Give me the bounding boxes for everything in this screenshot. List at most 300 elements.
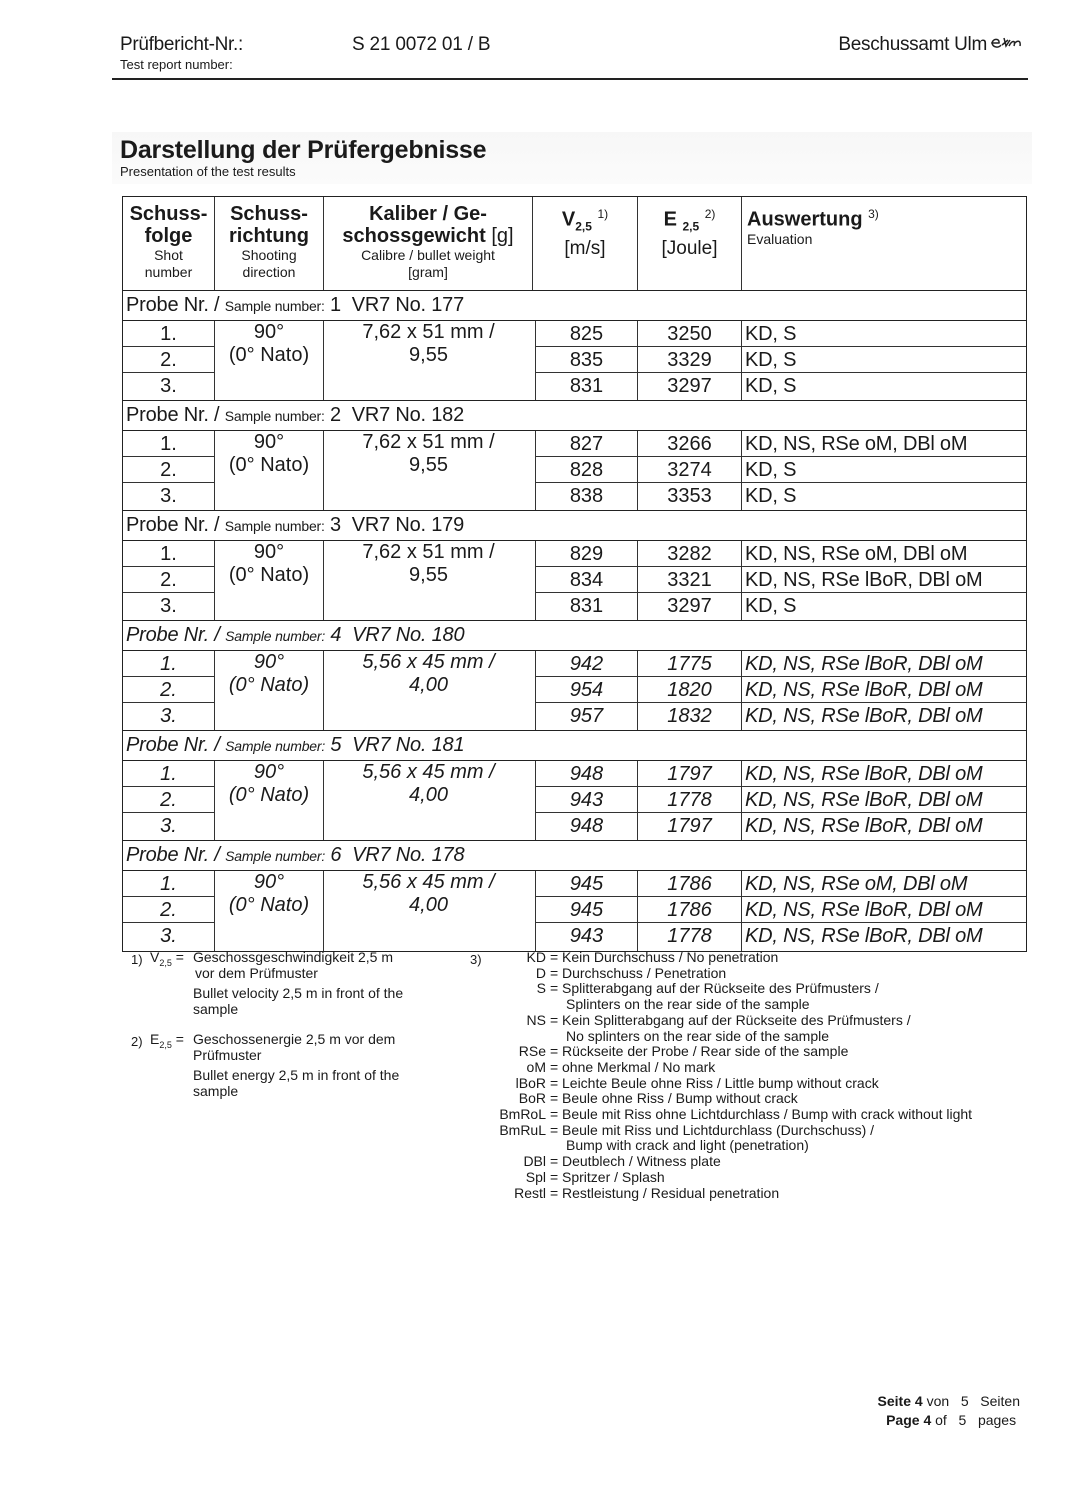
direction-angle: 90° bbox=[253, 431, 285, 453]
shot-results bbox=[536, 431, 1026, 510]
table-row bbox=[536, 483, 1026, 510]
direction-angle: 90° bbox=[253, 321, 285, 343]
direction-nato: (0° Nato) bbox=[228, 674, 310, 696]
footnote-text-de: Geschossgeschwindigkeit 2,5 m bbox=[193, 949, 393, 965]
sample-number: 3 bbox=[330, 514, 341, 536]
velocity-value: 827 bbox=[536, 431, 638, 456]
shooting-direction-cell bbox=[215, 761, 324, 840]
energy-value: 1778 bbox=[638, 923, 742, 951]
evaluation-value: KD, S bbox=[745, 595, 797, 617]
header-text: Schuss- bbox=[230, 203, 308, 225]
legend-item bbox=[470, 966, 1030, 982]
legend-equals: = bbox=[550, 1184, 559, 1201]
legend-equals: = bbox=[550, 1043, 559, 1060]
legend-item bbox=[470, 981, 1030, 997]
table-row bbox=[536, 541, 1026, 567]
header-text-en: Shot bbox=[154, 247, 183, 263]
probe-label: Probe Nr. / bbox=[126, 514, 220, 536]
velocity-value: 834 bbox=[536, 567, 638, 592]
calibre: 5,56 x 45 mm / bbox=[362, 761, 495, 783]
header-text: Kaliber / Ge- bbox=[369, 203, 487, 225]
shot-number-column bbox=[123, 431, 215, 510]
legend-equals: = bbox=[550, 1011, 559, 1028]
sample-group bbox=[123, 321, 1026, 401]
velocity-value: 943 bbox=[536, 923, 638, 951]
legend-text-continued: No splinters on the rear side of the sample bbox=[566, 1027, 830, 1044]
legend-equals: = bbox=[550, 980, 559, 997]
sample-header-row bbox=[123, 511, 1026, 541]
page-current: 4 bbox=[923, 1412, 932, 1428]
header-text-en: Evaluation bbox=[747, 230, 813, 247]
legend-text: Restleistung / Residual penetration bbox=[562, 1184, 780, 1201]
evaluation-value: KD, NS, RSe lBoR, DBl oM bbox=[745, 569, 983, 591]
page-word: Page bbox=[886, 1412, 920, 1428]
page-indicator-en bbox=[850, 1411, 1020, 1430]
footnote-1-number: 1) bbox=[131, 952, 143, 967]
bullet-weight: 4,00 bbox=[409, 784, 448, 806]
table-row bbox=[536, 787, 1026, 813]
abbreviation-legend bbox=[470, 950, 1030, 1201]
velocity-value: 825 bbox=[536, 321, 638, 346]
shot-number-column bbox=[123, 651, 215, 730]
energy-value: 1786 bbox=[638, 871, 742, 896]
table-row bbox=[536, 761, 1026, 787]
shot-number: 2. bbox=[123, 787, 214, 813]
table-row bbox=[536, 567, 1026, 593]
calibre: 5,56 x 45 mm / bbox=[362, 871, 495, 893]
calibre: 5,56 x 45 mm / bbox=[362, 651, 495, 673]
report-header bbox=[120, 34, 1028, 80]
evaluation-value: KD, NS, RSe lBoR, DBl oM bbox=[745, 653, 983, 675]
legend-text: Kein Splitterabgang auf der Rückseite des Prüfmusters / bbox=[562, 1011, 911, 1028]
signature-initials-icon bbox=[990, 34, 1024, 56]
sample-number: 2 bbox=[330, 404, 341, 426]
bullet-weight: 4,00 bbox=[409, 674, 448, 696]
shot-number: 1. bbox=[123, 871, 214, 897]
energy-value: 3250 bbox=[638, 321, 742, 346]
equals: = bbox=[175, 1031, 184, 1047]
col-shot-number bbox=[123, 197, 215, 290]
bullet-weight: 9,55 bbox=[409, 344, 448, 366]
probe-label: Probe Nr. / bbox=[126, 844, 220, 866]
sample-header-row bbox=[123, 401, 1026, 431]
shooting-direction-cell bbox=[215, 871, 324, 951]
table-row bbox=[536, 593, 1026, 620]
sample-id: VR7 No. 177 bbox=[351, 294, 465, 316]
legend-text: Beule mit Riss ohne Lichtdurchlass / Bump with crack without light bbox=[562, 1106, 973, 1123]
direction-nato: (0° Nato) bbox=[228, 344, 310, 366]
sample-header-row bbox=[123, 621, 1026, 651]
sample-number: 5 bbox=[330, 734, 342, 756]
energy-value: 3329 bbox=[638, 347, 742, 372]
legend-equals: = bbox=[550, 1090, 559, 1107]
shot-number: 1. bbox=[123, 321, 214, 347]
header-unit: [m/s] bbox=[564, 237, 606, 259]
velocity-value: 957 bbox=[536, 703, 638, 730]
page-indicator-de bbox=[850, 1392, 1020, 1411]
shot-number: 3. bbox=[160, 925, 177, 947]
shot-number: 2. bbox=[123, 567, 214, 593]
probe-label-en: Sample number: bbox=[225, 628, 326, 644]
table-row bbox=[536, 813, 1026, 840]
legend-item bbox=[470, 1044, 1030, 1060]
equals: = bbox=[175, 949, 184, 965]
legend-text: Beule mit Riss und Lichtdurchlass (Durchschuss) / bbox=[562, 1121, 875, 1138]
legend-text-continued: Bump with crack and light (penetration) bbox=[566, 1137, 809, 1154]
legend-abbreviation: oM bbox=[526, 1058, 546, 1075]
calibre: 7,62 x 51 mm / bbox=[362, 431, 495, 453]
page-title: Darstellung der Prüfergebnisse bbox=[120, 136, 487, 164]
legend-item bbox=[470, 1060, 1030, 1076]
calibre-cell bbox=[324, 761, 533, 840]
legend-text: Leichte Beule ohne Riss / Little bump without crack bbox=[562, 1074, 879, 1091]
shot-number: 2. bbox=[123, 677, 214, 703]
shot-number: 3. bbox=[160, 815, 177, 837]
legend-text: Rückseite der Probe / Rear side of the sample bbox=[562, 1043, 849, 1060]
sample-group bbox=[123, 541, 1026, 621]
page-indicator bbox=[850, 1392, 1020, 1430]
shooting-direction-cell bbox=[215, 321, 324, 400]
report-number-label: Prüfbericht-Nr.: bbox=[120, 34, 243, 55]
legend-abbreviation: Spl bbox=[525, 1168, 546, 1185]
sample-group bbox=[123, 651, 1026, 731]
table-row bbox=[536, 677, 1026, 703]
probe-label-en: Sample number: bbox=[225, 848, 326, 864]
header-text-en: Calibre / bullet weight bbox=[361, 247, 495, 263]
calibre-cell bbox=[324, 541, 533, 620]
legend-equals: = bbox=[550, 1168, 559, 1185]
legend-equals: = bbox=[550, 949, 559, 965]
header-divider bbox=[112, 78, 1028, 80]
velocity-value: 831 bbox=[536, 593, 638, 620]
probe-label: Probe Nr. / bbox=[126, 294, 220, 316]
probe-label-en: Sample number: bbox=[224, 298, 325, 314]
page-current: 4 bbox=[914, 1393, 923, 1409]
energy-value: 3321 bbox=[638, 567, 742, 592]
velocity-value: 943 bbox=[536, 787, 638, 812]
calibre-cell bbox=[324, 651, 533, 730]
shooting-direction-cell bbox=[215, 541, 324, 620]
header-text-en: direction bbox=[242, 264, 296, 280]
shot-number: 3. bbox=[160, 485, 177, 507]
legend-item bbox=[470, 950, 1030, 966]
legend-text-continued: Splinters on the rear side of the sample bbox=[566, 996, 810, 1013]
evaluation-value: KD, S bbox=[745, 323, 797, 345]
sample-id: VR7 No. 178 bbox=[352, 844, 465, 866]
header-text-en: Shooting bbox=[241, 247, 297, 263]
velocity-subscript: 2,5 bbox=[575, 219, 592, 234]
energy-symbol: E bbox=[663, 208, 677, 231]
footnote-1-symbol bbox=[150, 950, 184, 971]
shot-number: 2. bbox=[123, 457, 214, 483]
col-energy bbox=[638, 197, 742, 290]
evaluation-value: KD, S bbox=[745, 375, 797, 397]
legend-equals: = bbox=[550, 1058, 559, 1075]
evaluation-value: KD, NS, RSe lBoR, DBl oM bbox=[745, 789, 983, 811]
legend-text: Beule ohne Riss / Bump without crack bbox=[562, 1090, 798, 1107]
header-text-en: [gram] bbox=[408, 264, 448, 280]
table-row bbox=[536, 871, 1026, 897]
legend-item bbox=[470, 1107, 1030, 1123]
legend-abbreviation: BmRuL bbox=[499, 1121, 546, 1138]
header-text bbox=[533, 203, 637, 238]
energy-value: 1797 bbox=[638, 813, 742, 840]
legend-equals: = bbox=[550, 1121, 559, 1138]
sample-group bbox=[123, 871, 1026, 951]
shot-number-column bbox=[123, 761, 215, 840]
footnote-ref: 1) bbox=[597, 207, 609, 221]
bullet-weight: 4,00 bbox=[409, 894, 448, 916]
legend-text: Durchschuss / Penetration bbox=[562, 964, 727, 981]
sample-group bbox=[123, 761, 1026, 841]
energy-value: 3297 bbox=[638, 593, 742, 620]
page-total: 5 bbox=[960, 1393, 969, 1409]
calibre-cell bbox=[324, 871, 533, 951]
calibre: 7,62 x 51 mm / bbox=[362, 541, 495, 563]
header-text bbox=[324, 225, 532, 247]
page-of: von bbox=[926, 1393, 950, 1409]
evaluation-value: KD, S bbox=[745, 485, 797, 507]
energy-value: 3297 bbox=[638, 373, 742, 400]
energy-value: 1775 bbox=[638, 651, 742, 676]
sample-header-row bbox=[123, 291, 1026, 321]
footnote-ref: 2) bbox=[704, 207, 716, 221]
velocity-value: 945 bbox=[536, 871, 638, 896]
evaluation-value: KD, NS, RSe oM, DBl oM bbox=[745, 543, 968, 565]
table-row bbox=[536, 347, 1026, 373]
direction-nato: (0° Nato) bbox=[228, 564, 310, 586]
table-row bbox=[536, 923, 1026, 951]
velocity-value: 948 bbox=[536, 761, 638, 786]
evaluation-value: KD, S bbox=[745, 349, 797, 371]
subscript: 2,5 bbox=[159, 957, 172, 968]
page-unit: Seiten bbox=[980, 1393, 1020, 1409]
sample-number: 1 bbox=[330, 294, 341, 316]
footnote-ref: 3) bbox=[868, 207, 879, 221]
evaluation-value: KD, NS, RSe oM, DBl oM bbox=[745, 433, 968, 455]
sample-header-row bbox=[123, 731, 1026, 761]
footnote-text-en: Bullet energy 2,5 m in front of the bbox=[193, 1067, 400, 1083]
legend-item bbox=[470, 1076, 1030, 1092]
sample-number: 4 bbox=[330, 624, 342, 646]
footnote-text-de: Prüfmuster bbox=[193, 1046, 262, 1063]
legend-abbreviation: DBl bbox=[523, 1153, 546, 1170]
table-row bbox=[536, 457, 1026, 483]
velocity-value: 948 bbox=[536, 813, 638, 840]
table-row bbox=[536, 897, 1026, 923]
sample-header-row bbox=[123, 841, 1026, 871]
header-text: schossgewicht bbox=[342, 225, 486, 247]
velocity-symbol: V bbox=[561, 208, 576, 231]
energy-value: 1778 bbox=[638, 787, 742, 812]
header-text bbox=[747, 203, 1026, 231]
header-text bbox=[638, 203, 741, 238]
legend-text: Splitterabgang auf der Rückseite des Prüfmusters / bbox=[562, 980, 879, 997]
shooting-direction-cell bbox=[215, 431, 324, 510]
shot-results bbox=[536, 761, 1026, 840]
velocity-value: 954 bbox=[536, 677, 638, 702]
legend-abbreviation: RSe bbox=[518, 1043, 546, 1060]
direction-nato: (0° Nato) bbox=[228, 454, 310, 476]
sample-id: VR7 No. 182 bbox=[351, 404, 465, 426]
velocity-value: 942 bbox=[536, 651, 638, 676]
header-text-en: number bbox=[144, 264, 193, 280]
footnote-3-number: 3) bbox=[470, 952, 482, 967]
evaluation-value: KD, NS, RSe lBoR, DBl oM bbox=[745, 763, 983, 785]
legend-abbreviation: lBoR bbox=[515, 1074, 546, 1091]
evaluation-value: KD, NS, RSe lBoR, DBl oM bbox=[745, 705, 983, 727]
legend-text: Spritzer / Splash bbox=[562, 1168, 665, 1185]
energy-subscript: 2,5 bbox=[682, 219, 700, 234]
evaluation-value: KD, NS, RSe lBoR, DBl oM bbox=[745, 679, 983, 701]
shot-number: 1. bbox=[123, 651, 214, 677]
footnote-text-de: vor dem Prüfmuster bbox=[195, 964, 318, 981]
shot-results bbox=[536, 871, 1026, 951]
header-text: Auswertung bbox=[747, 208, 863, 231]
col-calibre bbox=[324, 197, 533, 290]
bullet-weight: 9,55 bbox=[409, 454, 448, 476]
legend-abbreviation: D bbox=[535, 964, 546, 981]
shot-number: 1. bbox=[123, 541, 214, 567]
energy-value: 1832 bbox=[638, 703, 742, 730]
energy-value: 1797 bbox=[638, 761, 742, 786]
legend-text: ohne Merkmal / No mark bbox=[562, 1058, 716, 1075]
shot-results bbox=[536, 651, 1026, 730]
footnote-2-number: 2) bbox=[131, 1034, 143, 1049]
direction-angle: 90° bbox=[253, 541, 285, 563]
shot-number-column bbox=[123, 321, 215, 400]
table-row bbox=[536, 373, 1026, 400]
evaluation-value: KD, NS, RSe lBoR, DBl oM bbox=[745, 899, 983, 921]
subscript: 2,5 bbox=[159, 1039, 172, 1050]
col-shooting-direction bbox=[215, 197, 324, 290]
bullet-weight: 9,55 bbox=[409, 564, 448, 586]
probe-label-en: Sample number: bbox=[225, 738, 326, 754]
evaluation-value: KD, NS, RSe lBoR, DBl oM bbox=[745, 815, 983, 837]
page-subtitle: Presentation of the test results bbox=[120, 164, 296, 179]
page-total: 5 bbox=[958, 1412, 967, 1428]
header-unit: [Joule] bbox=[661, 237, 718, 259]
legend-equals: = bbox=[550, 964, 559, 981]
shot-number: 1. bbox=[123, 761, 214, 787]
energy-value: 3353 bbox=[638, 483, 742, 510]
velocity-value: 828 bbox=[536, 457, 638, 482]
probe-label: Probe Nr. / bbox=[126, 734, 220, 756]
header-text: folge bbox=[144, 225, 193, 247]
legend-equals: = bbox=[550, 1106, 559, 1123]
velocity-value: 831 bbox=[536, 373, 638, 400]
legend-item bbox=[470, 1170, 1030, 1186]
legend-item bbox=[470, 1013, 1030, 1029]
probe-label: Probe Nr. / bbox=[126, 624, 220, 646]
sample-id: VR7 No. 179 bbox=[351, 514, 465, 536]
probe-label-en: Sample number: bbox=[224, 408, 325, 424]
direction-nato: (0° Nato) bbox=[228, 894, 310, 916]
shot-number-column bbox=[123, 541, 215, 620]
sample-number: 6 bbox=[330, 844, 342, 866]
direction-angle: 90° bbox=[253, 761, 285, 783]
probe-label-en: Sample number: bbox=[224, 518, 325, 534]
legend-abbreviation: Restl bbox=[514, 1184, 546, 1201]
direction-angle: 90° bbox=[253, 871, 285, 893]
sample-group bbox=[123, 431, 1026, 511]
footnote-text-en: sample bbox=[193, 1082, 239, 1099]
evaluation-value: KD, S bbox=[745, 459, 797, 481]
header-unit: [g] bbox=[491, 225, 514, 247]
calibre: 7,62 x 51 mm / bbox=[362, 321, 495, 343]
footnote-text-en: Bullet velocity 2,5 m in front of the bbox=[193, 985, 404, 1001]
col-evaluation bbox=[742, 197, 1026, 290]
calibre-cell bbox=[324, 321, 533, 400]
shot-results bbox=[536, 541, 1026, 620]
table-row bbox=[536, 651, 1026, 677]
legend-item bbox=[470, 1123, 1030, 1139]
footnote-text-de: Geschossenergie 2,5 m vor dem bbox=[193, 1031, 396, 1047]
symbol: E bbox=[150, 1031, 160, 1047]
shot-number: 1. bbox=[123, 431, 214, 457]
energy-value: 3274 bbox=[638, 457, 742, 482]
velocity-value: 838 bbox=[536, 483, 638, 510]
sample-id: VR7 No. 180 bbox=[352, 624, 465, 646]
calibre-cell bbox=[324, 431, 533, 510]
direction-nato: (0° Nato) bbox=[228, 784, 310, 806]
energy-value: 3282 bbox=[638, 541, 742, 566]
footnote-2-text bbox=[193, 1032, 399, 1099]
legend-item bbox=[470, 1186, 1030, 1202]
report-number-label-en: Test report number: bbox=[120, 57, 233, 72]
evaluation-value: KD, NS, RSe oM, DBl oM bbox=[745, 873, 968, 895]
legend-item bbox=[470, 1091, 1030, 1107]
legend-abbreviation: NS bbox=[526, 1011, 546, 1028]
table-row bbox=[536, 321, 1026, 347]
table-body bbox=[123, 291, 1026, 951]
symbol: V bbox=[150, 949, 160, 965]
legend-equals: = bbox=[550, 1153, 559, 1170]
energy-value: 3266 bbox=[638, 431, 742, 456]
table-header bbox=[123, 197, 1026, 291]
page-word: Seite bbox=[877, 1393, 911, 1409]
evaluation-value: KD, NS, RSe lBoR, DBl oM bbox=[745, 925, 983, 947]
shot-number: 3. bbox=[160, 595, 177, 617]
shot-results bbox=[536, 321, 1026, 400]
legend-abbreviation: KD bbox=[526, 949, 546, 965]
shot-number: 3. bbox=[160, 375, 177, 397]
legend-text: Deutblech / Witness plate bbox=[562, 1153, 721, 1170]
direction-angle: 90° bbox=[253, 651, 285, 673]
velocity-value: 829 bbox=[536, 541, 638, 566]
legend-abbreviation: S bbox=[536, 980, 546, 997]
table-row bbox=[536, 703, 1026, 730]
legend-abbreviation: BoR bbox=[518, 1090, 546, 1107]
table-row bbox=[536, 431, 1026, 457]
footnote-1-text bbox=[193, 950, 403, 1017]
velocity-value: 835 bbox=[536, 347, 638, 372]
legend-item bbox=[470, 1154, 1030, 1170]
legend-text: Kein Durchschuss / No penetration bbox=[562, 949, 779, 965]
shot-number: 3. bbox=[160, 705, 177, 727]
header-text: richtung bbox=[229, 225, 309, 247]
organization-name bbox=[838, 34, 1024, 56]
sample-id: VR7 No. 181 bbox=[352, 734, 465, 756]
footnote-2-symbol bbox=[150, 1032, 184, 1053]
organization-label: Beschussamt Ulm bbox=[838, 34, 987, 55]
velocity-value: 945 bbox=[536, 897, 638, 922]
shot-number: 2. bbox=[123, 347, 214, 373]
probe-label: Probe Nr. / bbox=[126, 404, 220, 426]
report-number: S 21 0072 01 / B bbox=[352, 34, 491, 55]
energy-value: 1820 bbox=[638, 677, 742, 702]
page-of: of bbox=[935, 1412, 947, 1428]
